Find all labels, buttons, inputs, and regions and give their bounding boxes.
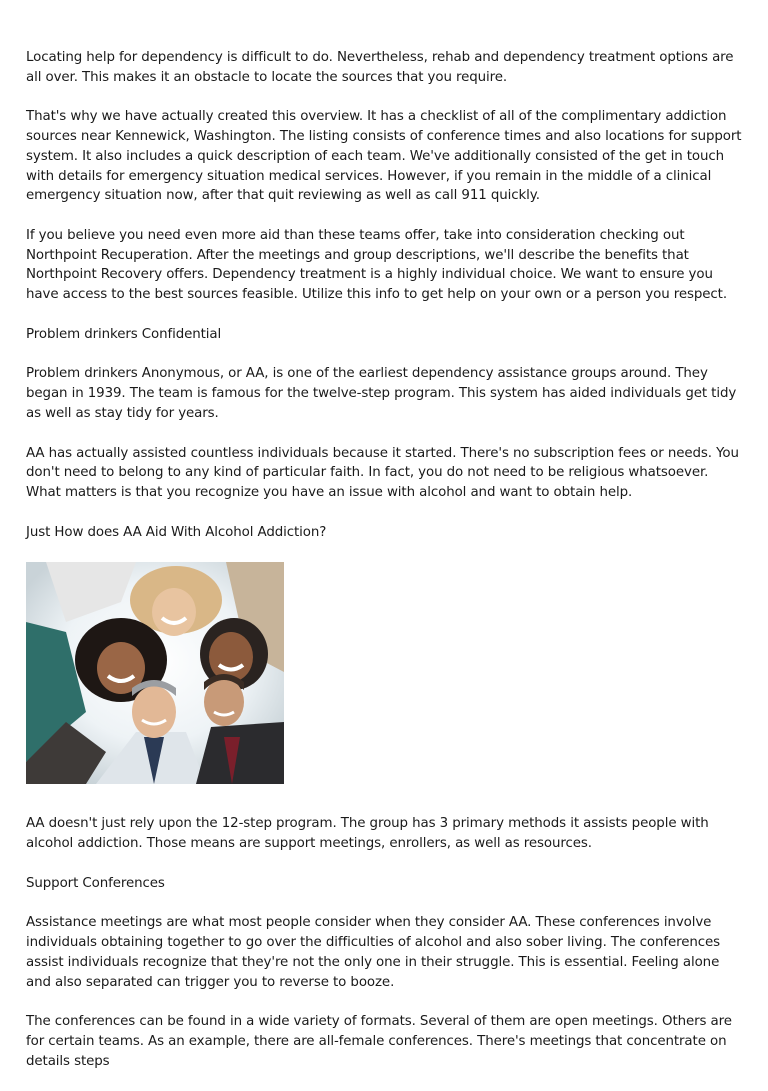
paragraph-northpoint: If you believe you need even more aid than these teams offer, take into consideration checking out Northpoint Recuperation. After the meetings and group descriptions, we'll describe the benefits that Northpoint Recovery offers. Dependency treatment is a highly individual choice. We want to ensure you have access to the best sources feasible. Utilize this info to get help on your own or a person you respect. xyxy=(26,227,727,303)
paragraph-aa-help: AA has actually assisted countless individuals because it started. There's no subscription fees or needs. You don't need to belong to any kind of particular faith. In fact, you do not need to be religious whatsoever. What matters is that you recognize you have an issue with alcohol and want to obtain help. xyxy=(26,445,739,500)
paragraph-conference-formats: The conferences can be found in a wide variety of formats. Several of them are open meetings. Others are for certain teams. As an example, there are all-female conferences. There's meetings that concentrate on details steps xyxy=(26,1014,732,1069)
paragraph-intro: Locating help for dependency is difficult to do. Nevertheless, rehab and dependency treatment options are all over. This makes it an obstacle to locate the sources that you require. xyxy=(26,50,734,85)
heading-how-aa-helps: Just How does AA Aid With Alcohol Addiction? xyxy=(26,524,327,540)
group-huddle-illustration xyxy=(26,562,284,784)
paragraph-aa-history: Problem drinkers Anonymous, or AA, is one of the earliest dependency assistance groups around. They began in 1939. The team is famous for the twelve-step program. This system has aided individuals get tidy as well as stay tidy for years. xyxy=(26,366,737,421)
paragraph-overview: That's why we have actually created this overview. It has a checklist of all of the complimentary addiction sources near Kennewick, Washington. The listing consists of conference times and also locations for support system. It also includes a quick description of each team. We've additionally consisted of the get in touch with details for emergency situation medical services. However, if you remain in the middle of a clinical emergency situation now, after that quit reviewing as well as call 911 quickly. xyxy=(26,109,742,204)
paragraph-aa-methods: AA doesn't just rely upon the 12-step program. The group has 3 primary methods it assists people with alcohol addiction. Those means are support meetings, enrollers, as well as resources. xyxy=(26,816,709,852)
heading-aa: Problem drinkers Confidential xyxy=(26,326,222,342)
heading-support-conferences: Support Conferences xyxy=(26,875,165,891)
group-huddle-photo xyxy=(26,562,284,784)
paragraph-assistance-meetings: Assistance meetings are what most people consider when they consider AA. These conferences involve individuals obtaining together to go over the difficulties of alcohol and also sober living. The conferences assist individuals recognize that they're not the only one in their struggle. This is essential. Feeling alone and also separated can trigger you to reverse to booze. xyxy=(26,915,721,990)
document-page xyxy=(26,48,742,1091)
